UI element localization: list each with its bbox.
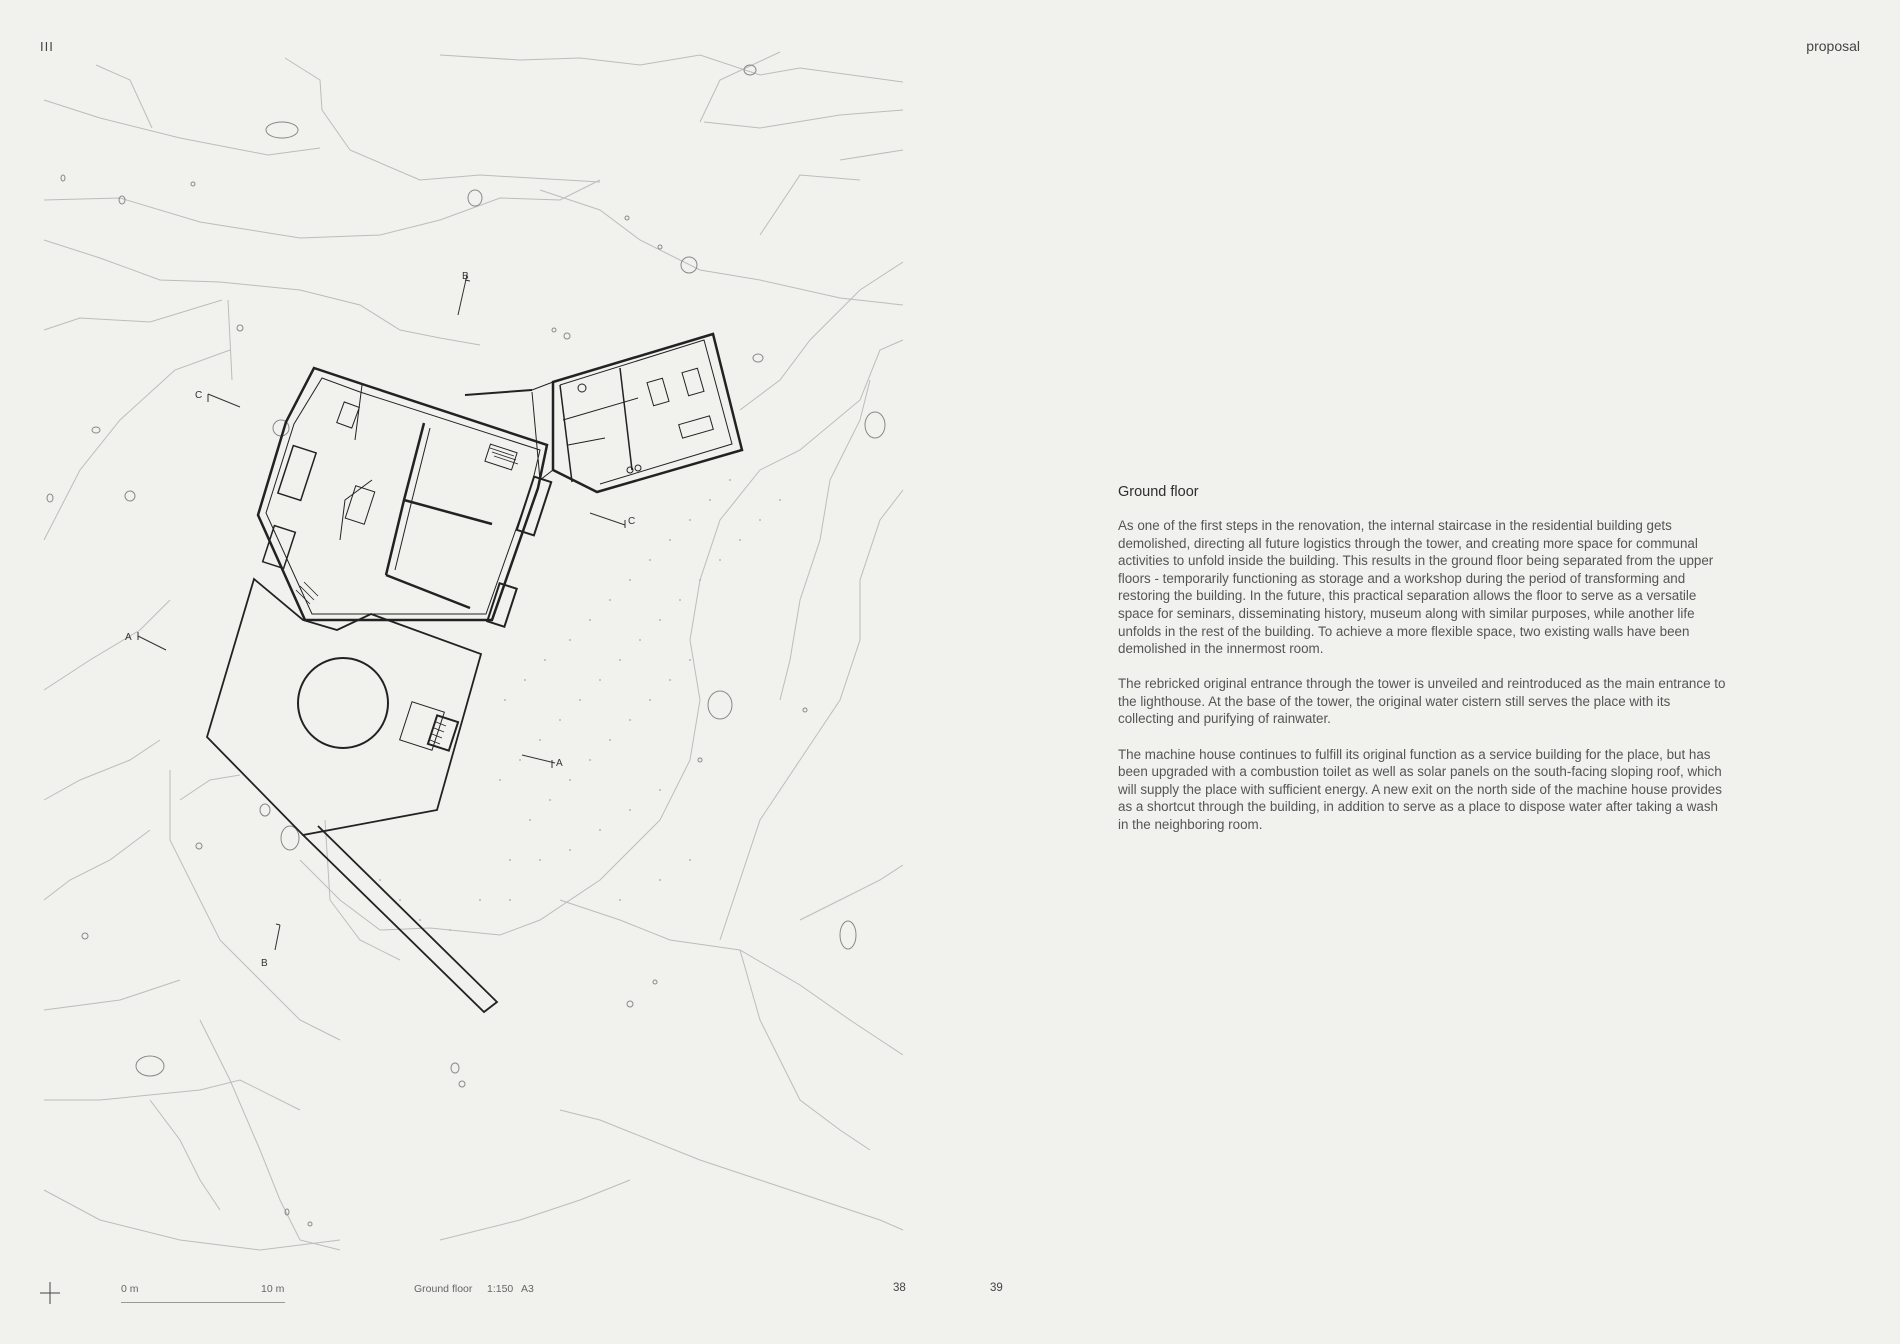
section-lines	[138, 275, 625, 950]
scale-bar-end-label: 10 m	[261, 1283, 285, 1295]
description-text-block	[1118, 484, 1728, 851]
text-heading: Ground floor	[1118, 484, 1199, 500]
section-mark-b-bottom: B	[261, 958, 268, 969]
crosshair-icon	[40, 1282, 60, 1304]
residential-building-plan	[258, 368, 551, 627]
section-mark-a-right: A	[556, 758, 563, 769]
page-number-right: 39	[990, 1282, 1003, 1294]
section-mark-a-left: A	[125, 632, 132, 643]
section-mark-c-left: C	[195, 390, 203, 401]
paragraph-1: As one of the first steps in the renovation, the internal staircase in the residential building gets demolished, directing all future logistics through the tower, and creating more space for communal activities to unfold inside the building. This results in the ground floor being separated from the upper floors - temporarily functioning as storage and a workshop during the period of transforming and restoring the building. In the future, this practical separation allows the floor to serve as a versatile space for seminars, disseminating history, museum along with similar purposes, while another life unfolds in the rest of the building. To achieve a more flexible space, two existing walls have been demolished in the innermost room.	[1118, 518, 1714, 657]
section-mark-b-top: B	[462, 271, 469, 282]
ground-floor-plan-drawing	[0, 0, 910, 1280]
scale-bar	[121, 1302, 285, 1303]
section-mark-c-right: C	[628, 516, 636, 527]
vegetation-stipple	[379, 479, 781, 931]
section-name: proposal	[1806, 38, 1860, 54]
scale-bar-start-label: 0 m	[121, 1283, 139, 1295]
terrain-rocks	[47, 65, 885, 1226]
pier-walkway	[303, 826, 497, 1012]
paragraph-2: The rebricked original entrance through the tower is unveiled and reintroduced as the main entrance to the lighthouse. At the base of the tower, the original water cistern still serves the place with its collecting and purifying of rainwater.	[1118, 676, 1726, 727]
paragraph-3: The machine house continues to fulfill its original function as a service building for the place, but has been upgraded with a combustion toilet as well as solar panels on the south-facing sloping roof, which will supply the place with sufficient energy. A new exit on the north side of the machine house provides as a shortcut through the building, in addition to serve as a place to dispose water after taking a wash in the neighboring room.	[1118, 746, 1722, 832]
plan-scale: 1:150	[487, 1283, 514, 1295]
section-number: III	[40, 39, 54, 54]
plan-title: Ground floor	[414, 1283, 473, 1295]
page-number-left: 38	[893, 1282, 906, 1294]
tower-plan	[207, 579, 481, 835]
paper-format: A3	[521, 1283, 534, 1295]
